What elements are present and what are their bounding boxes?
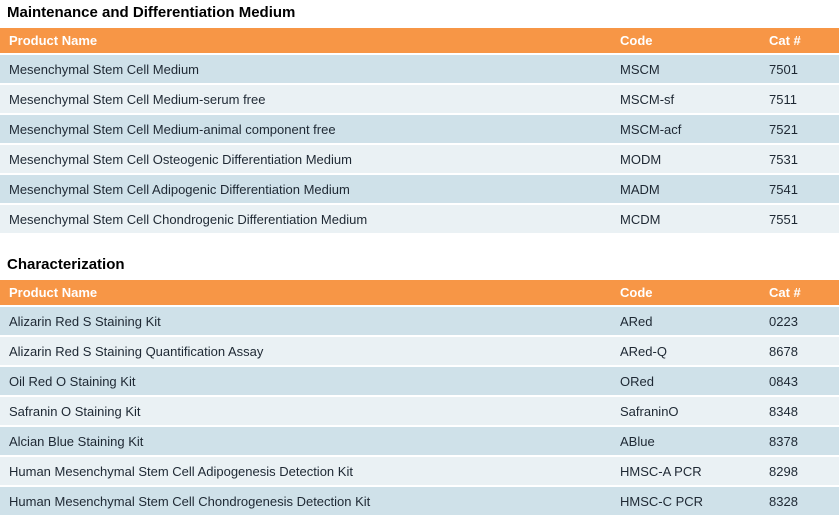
code-cell: SafraninO bbox=[612, 396, 761, 426]
product-name-cell: Mesenchymal Stem Cell Adipogenic Differentiation Medium bbox=[0, 174, 612, 204]
section-maintenance-differentiation-medium bbox=[0, 4, 839, 235]
code-cell: HMSC-A PCR bbox=[612, 456, 761, 486]
code-cell: MCDM bbox=[612, 204, 761, 234]
code-cell: ARed bbox=[612, 306, 761, 336]
table-row bbox=[0, 174, 839, 204]
product-name-cell: Alizarin Red S Staining Quantification Assay bbox=[0, 336, 612, 366]
product-name-cell: Mesenchymal Stem Cell Osteogenic Differentiation Medium bbox=[0, 144, 612, 174]
column-header-code: Code bbox=[612, 280, 761, 306]
column-header-code: Code bbox=[612, 28, 761, 54]
product-name-cell: Oil Red O Staining Kit bbox=[0, 366, 612, 396]
code-cell: MADM bbox=[612, 174, 761, 204]
table-row bbox=[0, 204, 839, 234]
cat-number-cell: 7501 bbox=[761, 54, 839, 84]
column-header-product-name: Product Name bbox=[0, 28, 612, 54]
cat-number-cell: 7551 bbox=[761, 204, 839, 234]
cat-number-cell: 8328 bbox=[761, 486, 839, 516]
cat-number-cell: 8298 bbox=[761, 456, 839, 486]
cat-number-cell: 8678 bbox=[761, 336, 839, 366]
table-row bbox=[0, 486, 839, 516]
table-row bbox=[0, 456, 839, 486]
table-row bbox=[0, 336, 839, 366]
column-header-product-name: Product Name bbox=[0, 280, 612, 306]
table-body bbox=[0, 306, 839, 516]
cat-number-cell: 8378 bbox=[761, 426, 839, 456]
product-name-cell: Mesenchymal Stem Cell Medium-animal component free bbox=[0, 114, 612, 144]
table-row bbox=[0, 144, 839, 174]
cat-number-cell: 7541 bbox=[761, 174, 839, 204]
code-cell: MODM bbox=[612, 144, 761, 174]
cat-number-cell: 0223 bbox=[761, 306, 839, 336]
table-row bbox=[0, 366, 839, 396]
product-name-cell: Alizarin Red S Staining Kit bbox=[0, 306, 612, 336]
table-row bbox=[0, 426, 839, 456]
column-header-cat-number: Cat # bbox=[761, 280, 839, 306]
table-body bbox=[0, 54, 839, 234]
table-header-row bbox=[0, 28, 839, 54]
code-cell: MSCM-sf bbox=[612, 84, 761, 114]
product-name-cell: Safranin O Staining Kit bbox=[0, 396, 612, 426]
cat-number-cell: 0843 bbox=[761, 366, 839, 396]
cat-number-cell: 8348 bbox=[761, 396, 839, 426]
table-row bbox=[0, 84, 839, 114]
table-header bbox=[0, 28, 839, 54]
table-header-row bbox=[0, 280, 839, 306]
table-row bbox=[0, 114, 839, 144]
product-name-cell: Alcian Blue Staining Kit bbox=[0, 426, 612, 456]
maintenance-medium-table bbox=[0, 28, 839, 235]
table-row bbox=[0, 54, 839, 84]
cat-number-cell: 7511 bbox=[761, 84, 839, 114]
characterization-table bbox=[0, 280, 839, 517]
section-characterization bbox=[0, 256, 839, 517]
code-cell: ARed-Q bbox=[612, 336, 761, 366]
code-cell: MSCM-acf bbox=[612, 114, 761, 144]
cat-number-cell: 7521 bbox=[761, 114, 839, 144]
product-name-cell: Mesenchymal Stem Cell Medium bbox=[0, 54, 612, 84]
cat-number-cell: 7531 bbox=[761, 144, 839, 174]
code-cell: ABlue bbox=[612, 426, 761, 456]
table-row bbox=[0, 306, 839, 336]
product-name-cell: Mesenchymal Stem Cell Chondrogenic Differentiation Medium bbox=[0, 204, 612, 234]
product-name-cell: Human Mesenchymal Stem Cell Chondrogenesis Detection Kit bbox=[0, 486, 612, 516]
section-title: Maintenance and Differentiation Medium bbox=[7, 4, 296, 21]
table-header bbox=[0, 280, 839, 306]
column-header-cat-number: Cat # bbox=[761, 28, 839, 54]
table-row bbox=[0, 396, 839, 426]
code-cell: MSCM bbox=[612, 54, 761, 84]
section-title: Characterization bbox=[7, 256, 125, 273]
product-name-cell: Human Mesenchymal Stem Cell Adipogenesis Detection Kit bbox=[0, 456, 612, 486]
code-cell: HMSC-C PCR bbox=[612, 486, 761, 516]
code-cell: ORed bbox=[612, 366, 761, 396]
product-name-cell: Mesenchymal Stem Cell Medium-serum free bbox=[0, 84, 612, 114]
